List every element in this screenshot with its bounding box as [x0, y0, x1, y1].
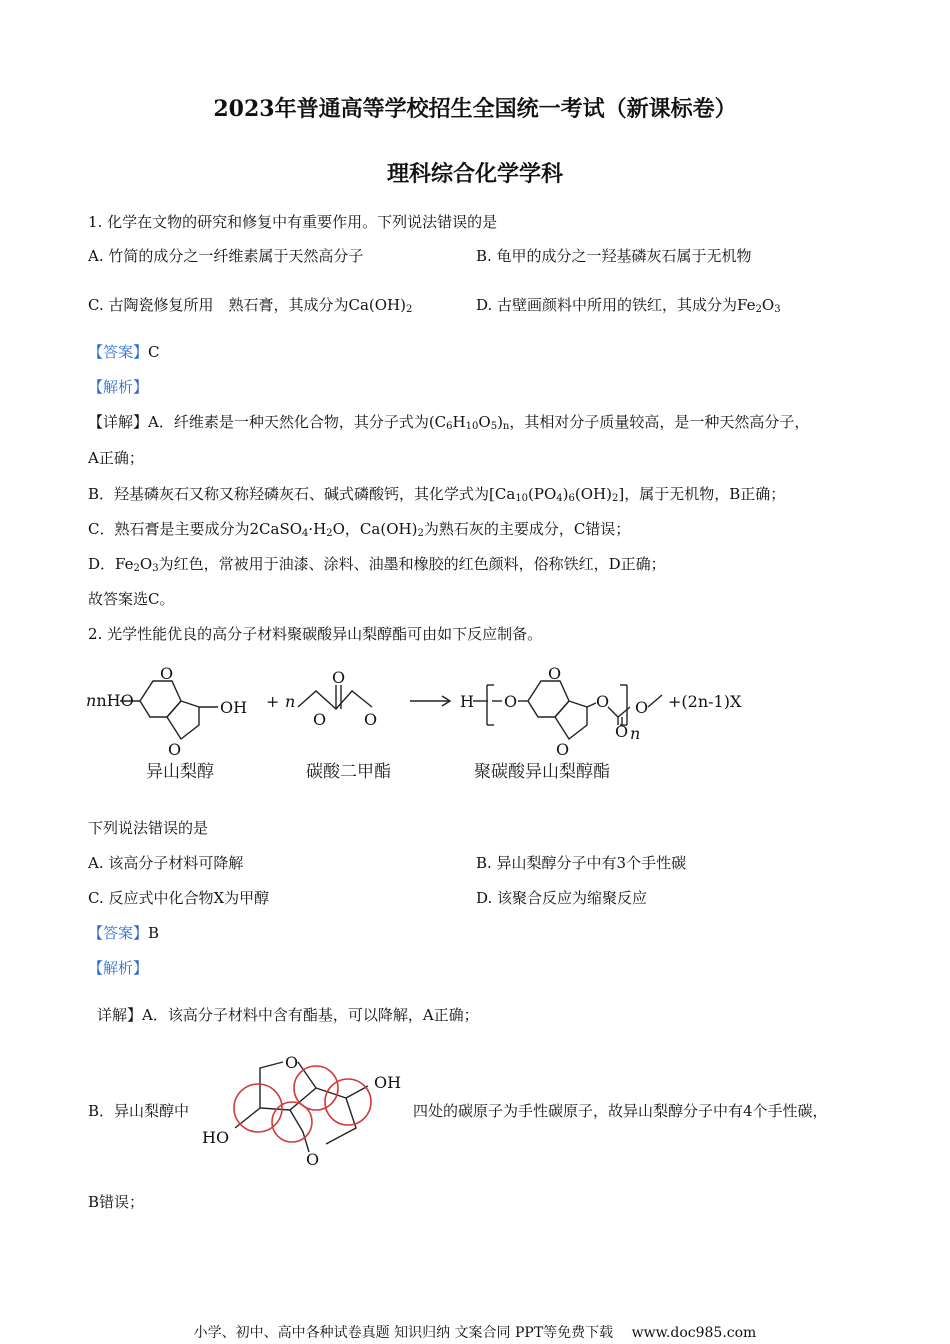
svg-text:O: O: [332, 668, 346, 687]
q1-option-c: C. 古陶瓷修复所用 熟石膏，其成分为$Ca(OH)_2$: [88, 296, 413, 315]
svg-text:nnHO: nnHO: [86, 691, 134, 710]
q2-option-b: B. 异山梨醇分子中有3个手性碳: [476, 854, 687, 872]
svg-text:O: O: [285, 1053, 299, 1072]
svg-text:O: O: [504, 692, 518, 711]
svg-text:n: n: [630, 724, 641, 743]
svg-text:+: +: [266, 692, 280, 711]
isosorbide-chiral-figure: [198, 1048, 413, 1173]
q1-conclusion: 故答案选C。: [88, 590, 175, 608]
svg-text:HO: HO: [202, 1128, 230, 1147]
q2-detail-b: B．异山梨醇中: [88, 1102, 190, 1120]
svg-text:聚碳酸异山梨醇酯: 聚碳酸异山梨醇酯: [474, 762, 610, 782]
q1-stem: 1. 化学在文物的研究和修复中有重要作用。下列说法错误的是: [88, 213, 498, 231]
q1-analysis-tag: 【解析】: [88, 378, 149, 396]
svg-text:n: n: [285, 692, 296, 711]
svg-text:O: O: [313, 710, 327, 729]
svg-text:+(2n-1)X: +(2n-1)X: [668, 692, 742, 711]
q1-option-b: B. 龟甲的成分之一羟基磷灰石属于无机物: [476, 247, 752, 265]
svg-text:O: O: [160, 664, 174, 683]
q2-sub-stem: 下列说法错误的是: [88, 819, 209, 837]
svg-text:H: H: [460, 692, 474, 711]
svg-text:O: O: [168, 740, 182, 759]
subject-title: 理科综合化学学科: [386, 161, 563, 187]
reaction-scheme: [80, 655, 800, 790]
q2-detail-a: 详解】A．该高分子材料中含有酯基，可以降解，A正确；: [97, 1006, 479, 1024]
q1-detail-d: D．$Fe_2O_3$为红色，常被用于油漆、涂料、油墨和橡胶的红色颜料，俗称铁红，D正确；: [88, 555, 666, 574]
svg-text:O: O: [364, 710, 378, 729]
q1-option-a: A. 竹简的成分之一纤维素属于天然高分子: [88, 247, 364, 265]
q1-detail-a-cont: A正确；: [88, 449, 144, 467]
svg-text:OH: OH: [374, 1073, 402, 1092]
q2-option-a: A. 该高分子材料可降解: [88, 854, 244, 872]
q2-answer: 【答案】B: [88, 924, 160, 942]
svg-text:OH: OH: [220, 698, 248, 717]
q2-stem: 2. 光学性能优良的高分子材料聚碳酸异山梨醇酯可由如下反应制备。: [88, 625, 543, 643]
q1-detail-b: B．羟基磷灰石又称又称羟磷灰石、碱式磷酸钙，其化学式为$[Ca_{10}(PO_4)_6(OH)_2]$，属于无机物，B正确；: [88, 485, 786, 504]
svg-text:O: O: [306, 1150, 320, 1169]
svg-text:O: O: [556, 740, 570, 759]
exam-title: 2023年普通高等学校招生全国统一考试（新课标卷）: [213, 96, 737, 122]
svg-text:O: O: [596, 692, 610, 711]
q2-detail-b-cont: 四处的碳原子为手性碳原子，故异山梨醇分子中有4个手性碳，: [413, 1102, 828, 1120]
q2-detail-b-line2: B错误；: [88, 1193, 145, 1211]
q1-option-d: D. 古壁画颜料中所用的铁红，其成分为$Fe_2O_3$: [476, 296, 781, 315]
svg-text:O: O: [548, 664, 562, 683]
q2-option-c: C. 反应式中化合物X为甲醇: [88, 889, 270, 907]
footer-banner[interactable]: 小学、初中、高中各种试卷真题 知识归纳 文案合同 PPT等免费下载 www.doc985.com: [193, 1325, 757, 1341]
q2-option-d: D. 该聚合反应为缩聚反应: [476, 889, 648, 907]
q1-detail-a: 【详解】A．纤维素是一种天然化合物，其分子式为$(C_6H_{10}O_5)_n$，其相对分子质量较高，是一种天然高分子，: [88, 413, 810, 432]
svg-text:碳酸二甲酯: 碳酸二甲酯: [306, 762, 391, 782]
svg-text:O: O: [635, 698, 649, 717]
q1-answer: 【答案】C: [88, 343, 160, 361]
svg-text:异山梨醇: 异山梨醇: [146, 762, 214, 782]
q1-detail-c: C．熟石膏是主要成分为$2CaSO_4\cdot H_2O$，$Ca(OH)_2$为熟石灰的主要成分，C错误；: [88, 520, 631, 539]
q2-analysis-tag: 【解析】: [88, 959, 149, 977]
svg-text:O: O: [615, 722, 629, 741]
